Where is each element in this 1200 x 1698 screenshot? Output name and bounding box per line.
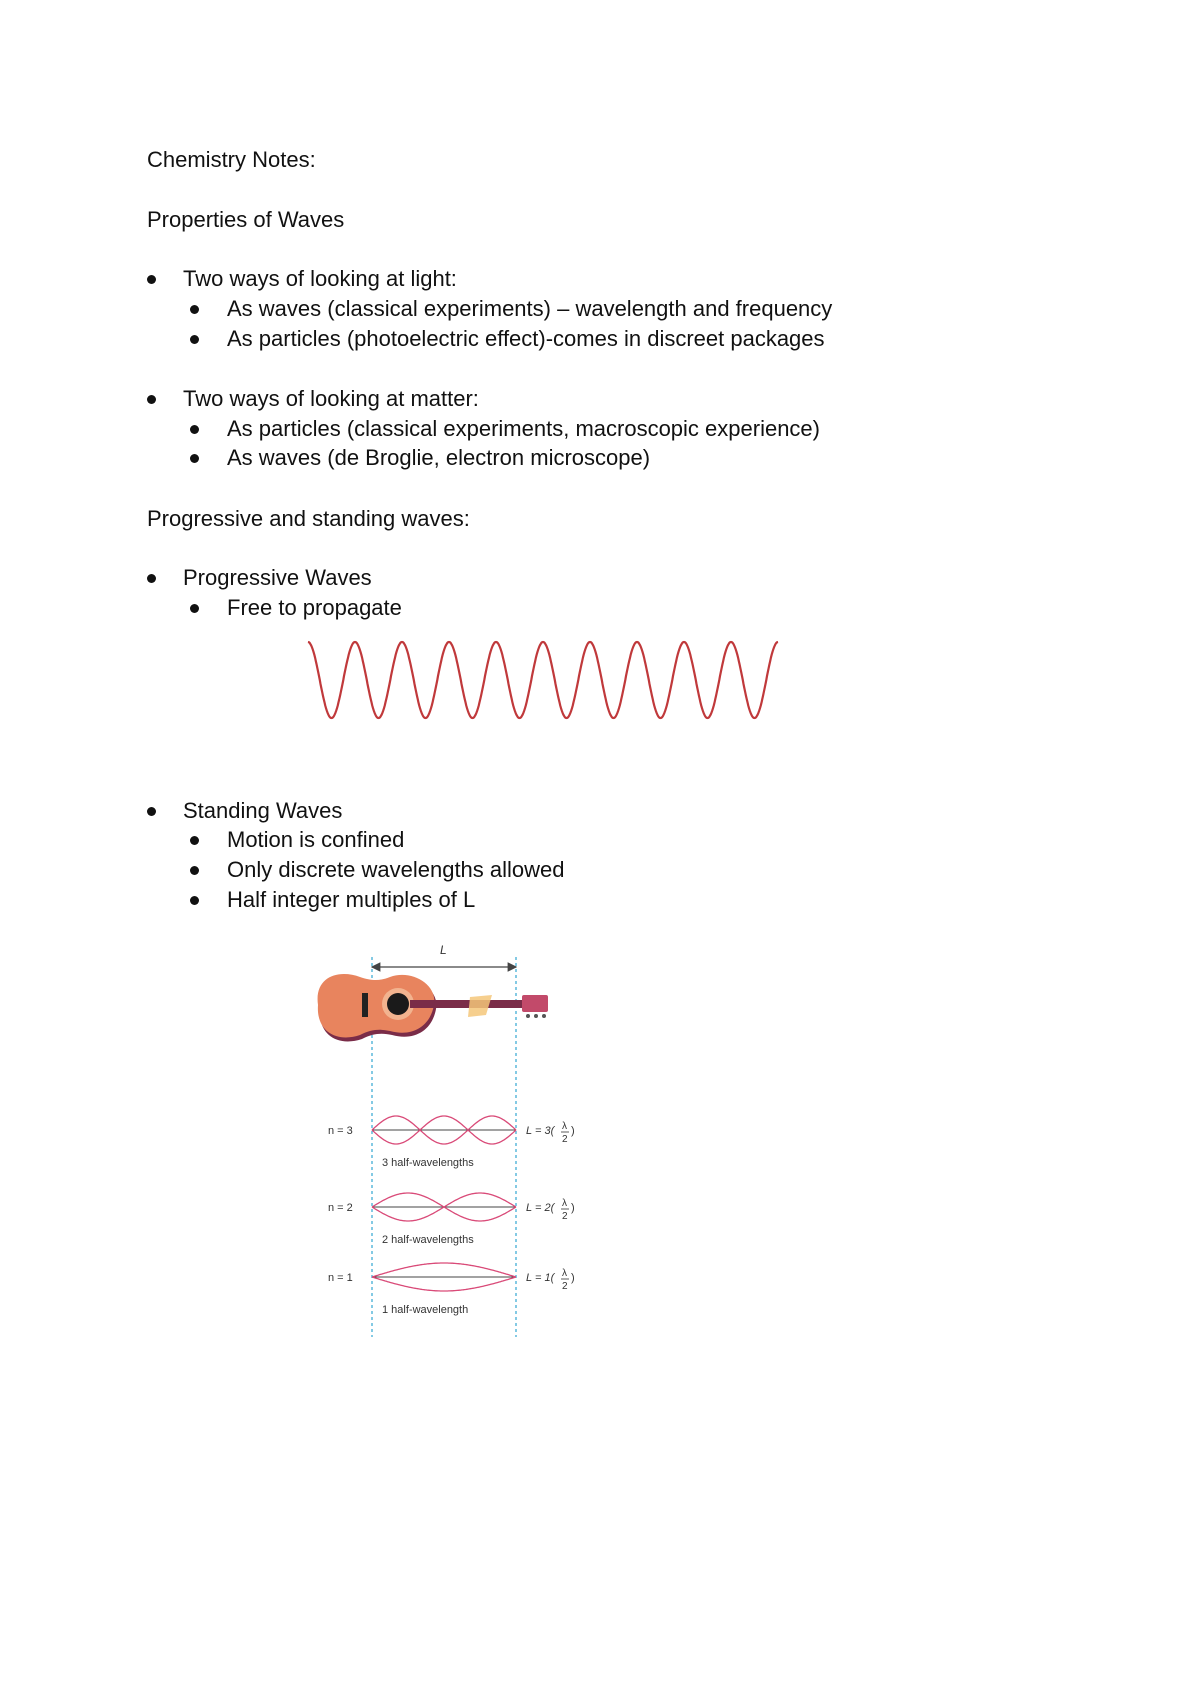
- list-subitem: As waves (classical experiments) – wavelength and frequency: [227, 296, 833, 321]
- bullet-icon: [147, 275, 156, 284]
- mode-caption: 3 half-wavelengths: [382, 1157, 474, 1169]
- bullet-icon: [190, 604, 199, 613]
- list-subitem: Only discrete wavelengths allowed: [227, 857, 565, 882]
- mode-number-label: n = 3: [328, 1125, 353, 1137]
- progressive-wave-figure: [300, 635, 790, 735]
- list-item-standing: Standing Waves: [183, 798, 343, 823]
- sine-wave-curve: [308, 642, 778, 718]
- list-subitem: As particles (photoelectric effect)-comes in discreet packages: [227, 326, 825, 351]
- standing-wave-diagram: [310, 935, 610, 1345]
- lambda-symbol: λ: [562, 1268, 567, 1279]
- section-heading-progressive-standing: Progressive and standing waves:: [147, 506, 470, 531]
- mode-formula: L = 3(: [526, 1125, 555, 1137]
- denominator-two: 2: [562, 1281, 568, 1292]
- mode-caption: 1 half-wavelength: [382, 1304, 469, 1316]
- mode-number-label: n = 2: [328, 1202, 353, 1214]
- list-subitem: As waves (de Broglie, electron microscope): [227, 445, 651, 470]
- standing-wave-envelope: [372, 1277, 516, 1291]
- document-title: Chemistry Notes:: [147, 147, 316, 172]
- bullet-icon: [147, 395, 156, 404]
- section-heading-properties: Properties of Waves: [147, 207, 345, 232]
- mode-number-label: n = 1: [328, 1272, 353, 1284]
- list-item-light: Two ways of looking at light:: [183, 266, 457, 291]
- bullet-icon: [190, 896, 199, 905]
- mode-formula: L = 1(: [526, 1272, 555, 1284]
- bullet-icon: [190, 425, 199, 434]
- bullet-icon: [190, 454, 199, 463]
- bullet-icon: [147, 574, 156, 583]
- list-item-progressive: Progressive Waves: [183, 565, 372, 590]
- standing-wave-envelope: [372, 1263, 516, 1277]
- lambda-symbol: λ: [562, 1121, 567, 1132]
- list-subitem: As particles (classical experiments, macroscopic experience): [227, 416, 820, 441]
- closing-paren: ): [571, 1272, 575, 1284]
- list-subitem: Motion is confined: [227, 827, 405, 852]
- mode-caption: 2 half-wavelengths: [382, 1234, 474, 1246]
- lambda-symbol: λ: [562, 1198, 567, 1209]
- denominator-two: 2: [562, 1211, 568, 1222]
- list-subitem: Free to propagate: [227, 595, 402, 620]
- bullet-icon: [190, 305, 199, 314]
- closing-paren: ): [571, 1202, 575, 1214]
- bullet-icon: [147, 807, 156, 816]
- guitar-icon: [318, 974, 548, 1041]
- mode-formula: L = 2(: [526, 1202, 555, 1214]
- bullet-icon: [190, 335, 199, 344]
- bullet-icon: [190, 836, 199, 845]
- bullet-icon: [190, 866, 199, 875]
- denominator-two: 2: [562, 1134, 568, 1145]
- length-label: L: [440, 943, 447, 957]
- list-subitem: Half integer multiples of L: [227, 887, 476, 912]
- closing-paren: ): [571, 1125, 575, 1137]
- list-item-matter: Two ways of looking at matter:: [183, 386, 479, 411]
